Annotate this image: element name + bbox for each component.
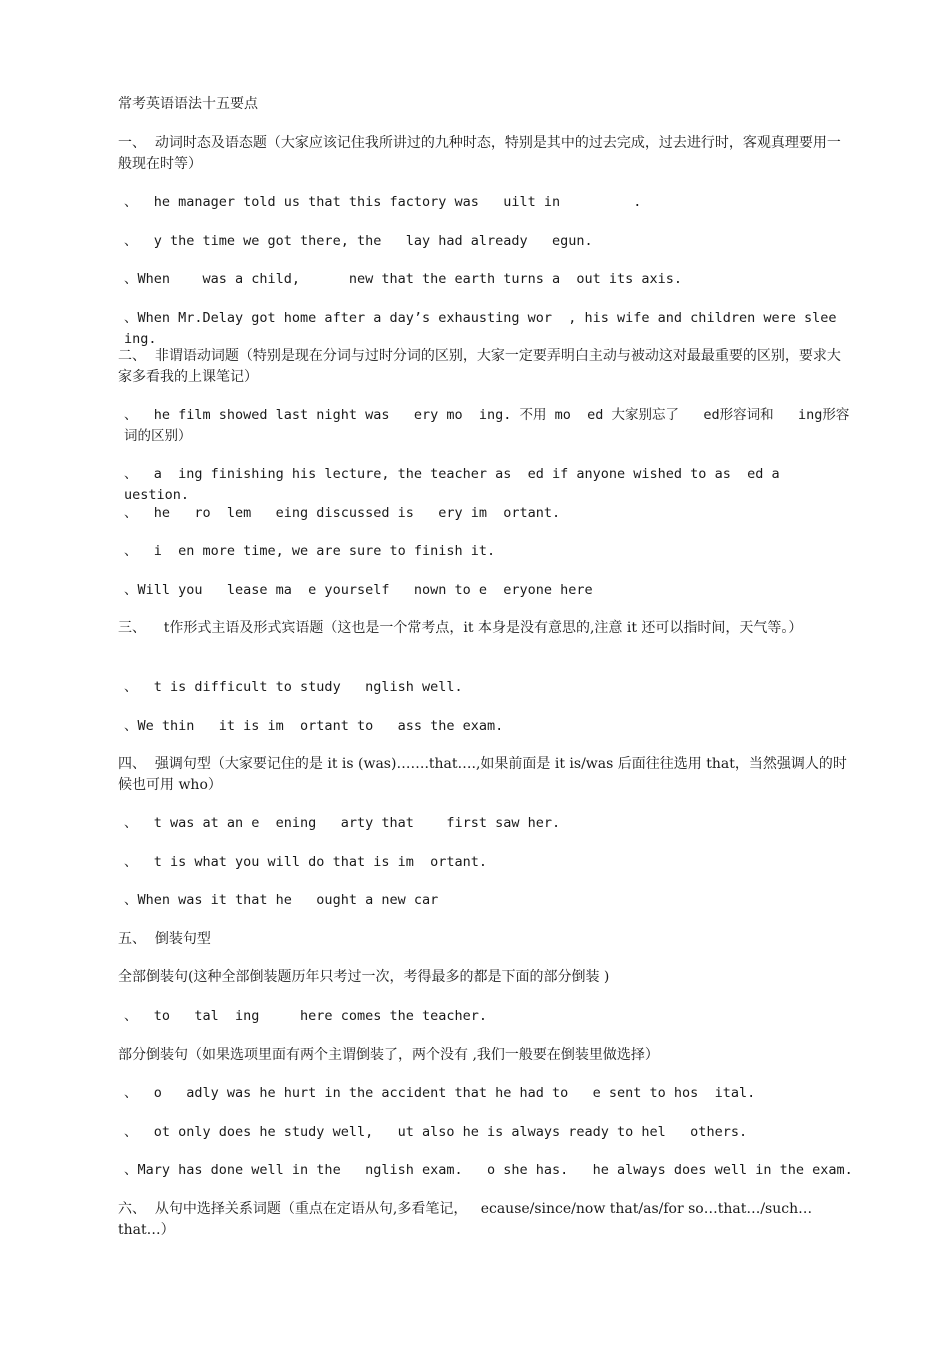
- example-line: 、We thin it is im ortant to ass the exam.: [124, 718, 504, 734]
- example-line: 、 he ro lem eing discussed is ery im ortant.: [124, 505, 561, 521]
- example-line: 、 t is difficult to study nglish well.: [124, 679, 463, 695]
- example-line: 、When was it that he ought a new car: [124, 892, 439, 908]
- section-1-heading: 一、 动词时态及语态题（大家应该记住我所讲过的九种时态，特别是其中的过去完成，过去进行时，客观真理要用一般现在时等）: [118, 135, 841, 172]
- example-line: 、 t is what you will do that is im ortant.: [124, 854, 487, 870]
- example-line: 、 y the time we got there, the lay had already egun.: [124, 233, 593, 249]
- example-line: 、Will you lease ma e yourself nown to e eryone here: [124, 582, 593, 598]
- example-line: 、 t was at an e ening arty that first saw her.: [124, 815, 561, 831]
- example-line: 、 he manager told us that this factory was uilt in .: [124, 194, 642, 210]
- section-3-heading: 三、 t作形式主语及形式宾语题（这也是一个常考点，it 本身是没有意思的,注意 it 还可以指时间，天气等。）: [118, 620, 803, 636]
- example-line: 、 o adly was he hurt in the accident that he had to e sent to hos ital.: [124, 1085, 756, 1101]
- section-4-heading: 四、 强调句型（大家要记住的是 it is (was)…….that….,如果前面是 it is/was 后面往往选用 that，当然强调人的时候也可用 who）: [118, 756, 847, 793]
- example-line: 、 i en more time, we are sure to finish it.: [124, 543, 496, 559]
- section-6-heading: 六、 从句中选择关系词题（重点在定语从句,多看笔记， ecause/since/now that/as/for so…that…/such… that…）: [118, 1201, 817, 1238]
- full-inversion-note: 全部倒装句(这种全部倒装题历年只考过一次，考得最多的都是下面的部分倒装 ): [118, 969, 610, 985]
- example-line: 、When Mr.Delay got home after a day’s exhausting wor , his wife and children were slee ing.: [124, 310, 853, 347]
- example-line: 、 he film showed last night was ery mo ing. 不用 mo ed 大家别忘了 ed形容词和 ing形容词的区别）: [124, 407, 850, 444]
- example-line: 、 a ing finishing his lecture, the teacher as ed if anyone wished to as ed a uestion.: [124, 466, 804, 503]
- partial-inversion-note: 部分倒装句（如果选项里面有两个主谓倒装了，两个没有 ,我们一般要在倒装里做选择）: [118, 1047, 659, 1063]
- example-line: 、When was a child, new that the earth turns a out its axis.: [124, 271, 683, 287]
- section-5-heading: 五、 倒装句型: [118, 931, 211, 947]
- example-line: 、 to tal ing here comes the teacher.: [124, 1008, 487, 1024]
- example-line: 、 ot only does he study well, ut also he is always ready to hel others.: [124, 1124, 748, 1140]
- document-title: 常考英语语法十五要点: [118, 96, 258, 112]
- example-line: 、Mary has done well in the nglish exam. o she has. he always does well in the exam.: [124, 1162, 853, 1178]
- section-2-heading: 二、 非谓语动词题（特别是现在分词与过时分词的区别，大家一定要弄明白主动与被动这对最最重要的区别，要求大家多看我的上课笔记）: [118, 348, 841, 385]
